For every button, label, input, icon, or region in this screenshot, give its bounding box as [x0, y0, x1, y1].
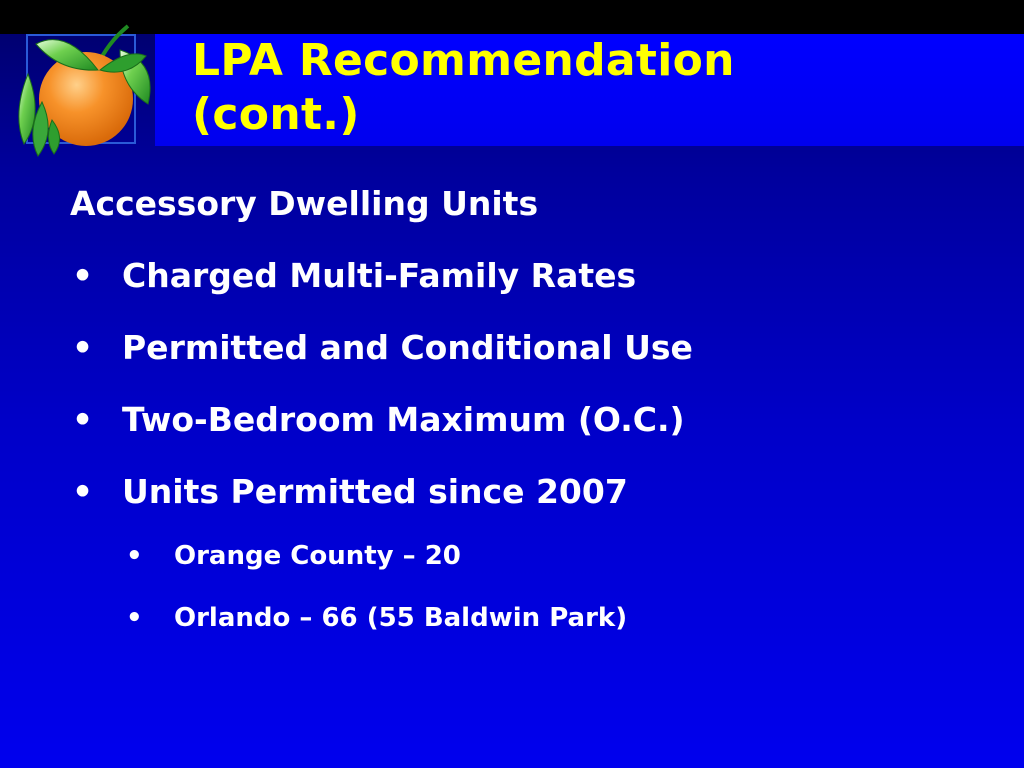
bullet-marker: • [72, 256, 94, 295]
bullet-item: Units Permitted since 2007 [122, 472, 628, 511]
title-line-1: LPA Recommendation [192, 35, 735, 86]
bullet-marker: • [72, 400, 94, 439]
bullet-item: Two-Bedroom Maximum (O.C.) [122, 400, 685, 439]
section-heading: Accessory Dwelling Units [70, 184, 539, 223]
sub-bullet-item: Orange County – 20 [174, 541, 461, 571]
sub-bullet-marker: • [126, 541, 143, 571]
title-line-2: (cont.) [192, 89, 360, 140]
bullet-item: Charged Multi-Family Rates [122, 256, 637, 295]
orange-fruit-icon [8, 22, 158, 162]
bullet-item: Permitted and Conditional Use [122, 328, 693, 367]
slide-title [192, 34, 735, 142]
sub-bullet-marker: • [126, 603, 143, 633]
bullet-marker: • [72, 328, 94, 367]
bullet-marker: • [72, 472, 94, 511]
sub-bullet-item: Orlando – 66 (55 Baldwin Park) [174, 603, 628, 633]
